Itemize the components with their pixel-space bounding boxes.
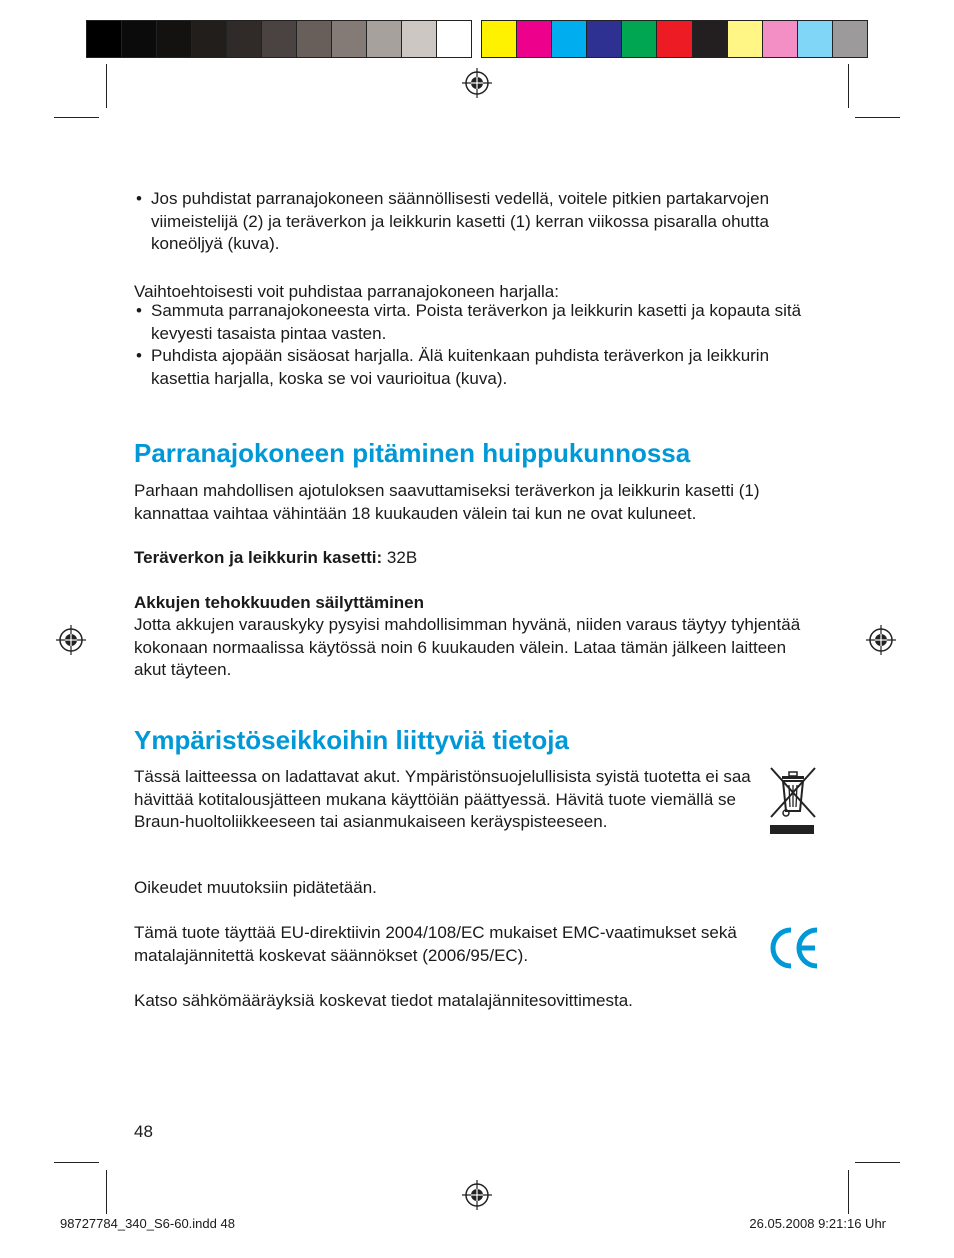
registration-mark-icon <box>462 68 492 98</box>
color-swatch <box>332 21 367 57</box>
footer-timestamp: 26.05.2008 9:21:16 Uhr <box>749 1216 886 1231</box>
color-swatch <box>552 21 587 57</box>
registration-mark-icon <box>462 1180 492 1210</box>
grayscale-color-bar <box>86 20 472 58</box>
registration-mark-icon <box>866 625 896 655</box>
color-swatch <box>657 21 692 57</box>
crop-mark <box>106 1170 107 1214</box>
crop-mark <box>855 1162 900 1163</box>
paragraph: Parhaan mahdollisen ajotuloksen saavuttamiseksi teräverkon ja leikkurin kasetti (1) kannattaa vaihtaa vähintään 18 kuukauden välein tai kun ne ovat kuluneet. <box>134 481 760 523</box>
list-item: • Puhdista ajopään sisäosat harjalla. Älä kuitenkaan puhdista teräverkon ja leikkurin kasettia harjalla, koska se voi vaurioitua (kuva). <box>134 345 814 390</box>
part-number-line <box>134 547 814 570</box>
color-swatch <box>367 21 402 57</box>
paragraph: Tässä laitteessa on ladattavat akut. Ympäristönsuojelullisista syistä tuotetta ei saa hävittää kotitalousjätteen mukana käyttöiän päättyessä. Hävitä tuote viemällä se Braun-huoltoliikkeeseen tai asianmukaiseen keräyspisteeseen. <box>134 767 751 832</box>
color-swatch <box>192 21 227 57</box>
list-item: • Jos puhdistat parranajokoneen säännöllisesti vedellä, voitele pitkien partakarvojen viimeistelijä (2) ja teräverkon ja leikkurin kasetti (1) kerran viikossa pisaralla ohutta koneöljyä (kuva). <box>134 188 814 256</box>
paragraph: Tämä tuote täyttää EU-direktiivin 2004/108/EC mukaiset EMC-vaatimukset sekä matalajännitettä koskevat säännökset (2006/95/EC). <box>134 923 737 965</box>
registration-mark-icon <box>56 625 86 655</box>
crop-mark <box>106 64 107 108</box>
color-swatch <box>763 21 798 57</box>
list-item: • Sammuta parranajokoneesta virta. Poista teräverkon ja leikkurin kasetti ja kopauta sitä kevyesti tasaista pintaa vasten. <box>134 300 814 345</box>
color-swatch <box>297 21 332 57</box>
paragraph: Vaihtoehtoisesti voit puhdistaa parranajokoneen harjalla: <box>134 282 559 301</box>
color-swatch <box>833 21 867 57</box>
paragraph: Katso sähkömääräyksiä koskevat tiedot matalajännitesovittimesta. <box>134 991 633 1010</box>
color-swatch <box>587 21 622 57</box>
sub-heading: Akkujen tehokkuuden säilyttäminen <box>134 593 425 612</box>
color-swatch <box>482 21 517 57</box>
footer-filename: 98727784_340_S6-60.indd 48 <box>60 1216 235 1231</box>
color-swatch <box>728 21 763 57</box>
color-swatch <box>437 21 471 57</box>
color-swatch <box>798 21 833 57</box>
crop-mark <box>54 117 99 118</box>
crop-mark <box>848 64 849 108</box>
color-swatch <box>622 21 657 57</box>
color-swatch <box>122 21 157 57</box>
paragraph: Oikeudet muutoksiin pidätetään. <box>134 878 377 897</box>
color-swatch <box>87 21 122 57</box>
crop-mark <box>855 117 900 118</box>
crop-mark <box>54 1162 99 1163</box>
color-swatch <box>693 21 728 57</box>
color-swatch <box>157 21 192 57</box>
weee-crossed-bin-icon <box>768 765 818 837</box>
ce-mark-icon <box>769 924 821 972</box>
part-label: Teräverkon ja leikkurin kasetti: <box>134 548 383 567</box>
paragraph: Jotta akkujen varauskyky pysyisi mahdollisimman hyvänä, niiden varaus täytyy tyhjentää kokonaan normaalissa käytössä noin 6 kuukauden välein. Lataa tämän jälkeen laitteen akut täyteen. <box>134 615 801 680</box>
color-swatch <box>517 21 552 57</box>
color-swatch <box>402 21 437 57</box>
color-swatch <box>227 21 262 57</box>
section-heading: Parranajokoneen pitäminen huippukunnossa <box>134 438 691 468</box>
page-number: 48 <box>134 1122 153 1141</box>
color-swatch <box>262 21 297 57</box>
crop-mark <box>848 1170 849 1214</box>
section-heading: Ympäristöseikkoihin liittyviä tietoja <box>134 725 569 755</box>
process-color-bar <box>481 20 868 58</box>
part-value: 32B <box>382 548 418 567</box>
